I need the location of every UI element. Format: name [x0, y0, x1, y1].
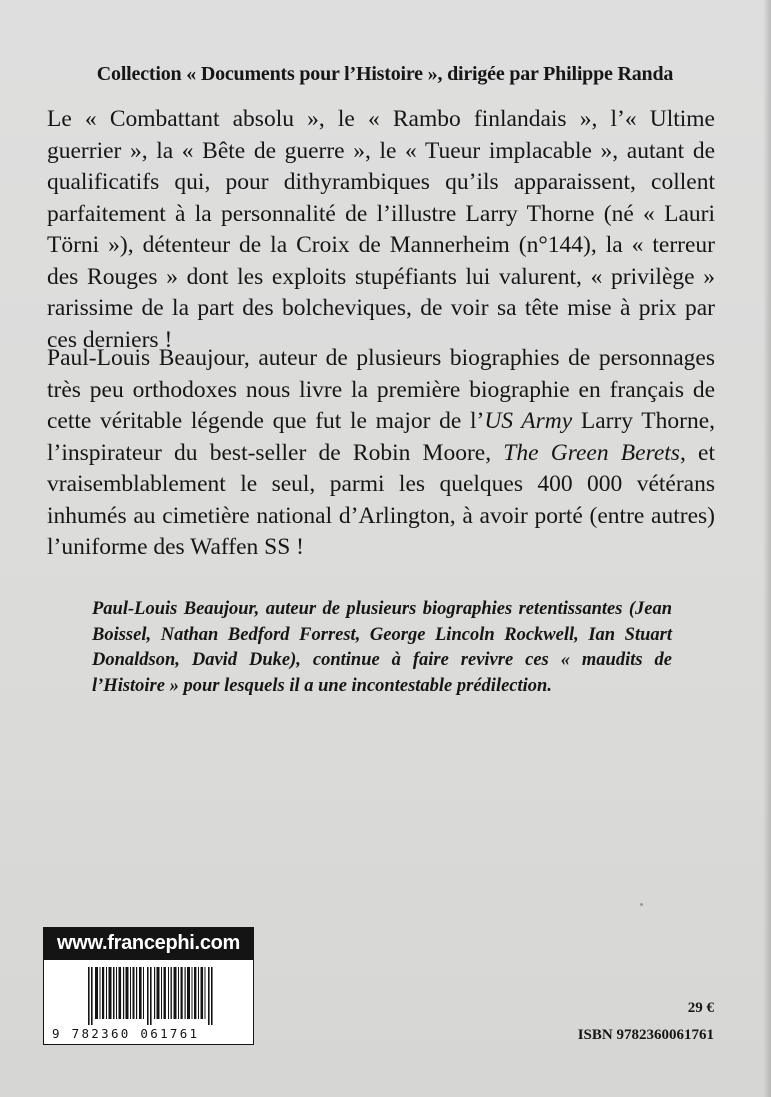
blurb-paragraph-2-text-a: Paul-Louis Beaujour, auteur de plusieurs biographies de personnages très peu orthodoxes nous livre la première biographie en français de cette véritable légende que fut le major de l’	[47, 345, 715, 434]
blurb-paragraph-2-text-b: Larry Thorne, l’inspirateur du best-seller de Robin Moore,	[47, 408, 716, 466]
collection-heading: Collection « Documents pour l’Histoire », dirigée par Philippe Randa	[96, 63, 674, 85]
author-note: Paul-Louis Beaujour, auteur de plusieurs biographies retentissantes (Jean Boissel, Nathan Bedford Forrest, George Lincoln Rockwell, Ian Stuart Donaldson, David Duke), continue à faire revivre ces « maudits de l’Histoire » pour lesquels il a une incontestable prédilection.	[92, 599, 672, 696]
cover-edge-shadow	[763, 0, 771, 1097]
us-army-italic: US Army	[484, 408, 573, 434]
paper-speck	[640, 903, 643, 906]
publisher-website: www.francephi.com	[43, 927, 254, 959]
barcode-block	[43, 927, 254, 1045]
blurb-paragraph-2	[47, 343, 715, 564]
barcode-digits: 9 782360 061761	[52, 1026, 200, 1041]
blurb-paragraph-2-text-c: , et vraisemblablement le seul, parmi les quelques 400 000 vétérans inhumés au cimetière national d’Arlington, à avoir porté (entre autres) l’uniforme des Waffen SS !	[47, 439, 715, 560]
blurb-paragraph-1: Le « Combattant absolu », le « Rambo finlandais », l’« Ultime guerrier », la « Bête de guerre », le « Tueur implacable », autant de qualificatifs qui, pour dithyrambiques qu’ils apparaissent, collent parfaitement à la personnalité de l’illustre Larry Thorne (né « Lauri Törni »), détenteur de la Croix de Mannerheim (n°144), la « terreur des Rouges » dont les exploits stupéfiants lui valurent, « privilège » rarissime de la part des bolcheviques, de voir sa tête mise à prix par ces derniers !	[47, 106, 715, 353]
barcode-box	[43, 959, 254, 1045]
price-label: 29 €	[687, 1000, 714, 1016]
isbn-label: ISBN 9782360061761	[577, 1027, 714, 1043]
barcode-icon	[88, 967, 213, 1025]
green-berets-title-italic: The Green Berets	[503, 439, 680, 466]
